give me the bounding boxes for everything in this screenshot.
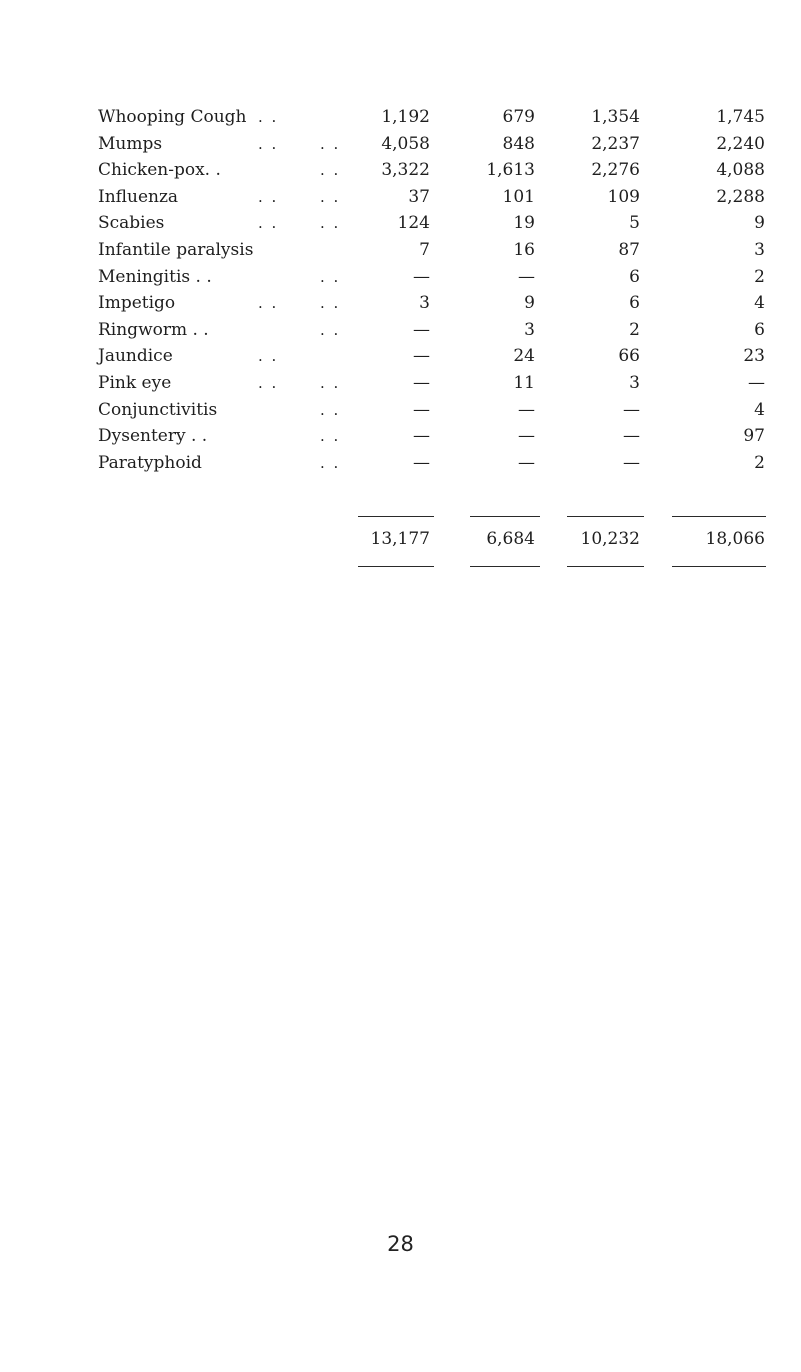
table-row xyxy=(0,370,801,396)
value-col-1: 3 xyxy=(419,293,430,314)
value-col-4: 2,288 xyxy=(716,186,765,207)
value-col-4: — xyxy=(748,373,765,393)
rule-above-total-col-4 xyxy=(672,516,766,517)
disease-name: Influenza xyxy=(98,186,179,207)
value-col-1: — xyxy=(413,399,430,420)
value-col-3: — xyxy=(623,426,640,447)
value-col-1: — xyxy=(413,346,430,367)
value-col-1: — xyxy=(413,266,430,287)
value-col-1: 3,322 xyxy=(381,160,430,181)
value-col-2: 3 xyxy=(524,319,535,340)
table-row xyxy=(0,157,801,183)
value-col-1: — xyxy=(413,319,430,340)
value-col-2: — xyxy=(518,452,535,473)
value-col-4: 2,240 xyxy=(716,133,765,154)
leader-dots: . . xyxy=(320,187,341,206)
value-col-2: 19 xyxy=(513,213,535,234)
value-col-2: 679 xyxy=(502,107,535,127)
value-col-4: 1,745 xyxy=(716,107,765,127)
value-col-3: 5 xyxy=(629,213,640,234)
leader-dots: . . xyxy=(320,294,341,313)
value-col-2: 1,613 xyxy=(486,160,535,181)
leader-dots: . . xyxy=(258,214,279,233)
total-col-2: 6,684 xyxy=(486,529,535,549)
value-col-3: 87 xyxy=(618,240,640,260)
value-col-2: 101 xyxy=(502,186,535,207)
rule-below-total-col-1 xyxy=(358,566,434,567)
rule-below-total-col-2 xyxy=(470,566,540,567)
disease-name: Whooping Cough xyxy=(98,107,247,127)
total-col-4: 18,066 xyxy=(705,529,765,549)
disease-name: Scabies xyxy=(98,213,165,234)
table-row xyxy=(0,423,801,449)
total-col-1: 13,177 xyxy=(370,529,430,549)
value-col-2: 24 xyxy=(513,346,535,367)
table-row xyxy=(0,290,801,316)
leader-dots: . . xyxy=(320,214,341,233)
value-col-4: 6 xyxy=(754,319,765,340)
value-col-3: 2,276 xyxy=(591,160,640,181)
value-col-3: 6 xyxy=(629,266,640,287)
leader-dots: . . xyxy=(320,320,341,339)
value-col-1: — xyxy=(413,452,430,473)
leader-dots: . . xyxy=(258,134,279,153)
value-col-4: 4 xyxy=(754,399,765,420)
value-col-4: 3 xyxy=(754,240,765,260)
value-col-2: 16 xyxy=(513,240,535,260)
value-col-4: 4 xyxy=(754,293,765,314)
value-col-3: 109 xyxy=(607,186,640,207)
table-row xyxy=(0,397,801,423)
table-row xyxy=(0,131,801,157)
value-col-3: 66 xyxy=(618,346,640,367)
page-number: 28 xyxy=(387,1232,414,1256)
disease-name: Impetigo xyxy=(98,293,176,314)
disease-name: Paratyphoid xyxy=(98,452,202,473)
disease-name: Infantile paralysis xyxy=(98,240,254,260)
rule-above-total-col-1 xyxy=(358,516,434,517)
value-col-2: 9 xyxy=(524,293,535,314)
leader-dots: . . xyxy=(258,294,279,313)
value-col-2: 11 xyxy=(513,373,535,393)
rule-below-total-col-3 xyxy=(567,566,644,567)
value-col-2: — xyxy=(518,426,535,447)
value-col-3: 1,354 xyxy=(591,107,640,127)
disease-name: Dysentery . . xyxy=(98,426,208,447)
disease-name: Chicken-pox. . xyxy=(98,160,221,181)
table-row xyxy=(0,317,801,343)
value-col-4: 2 xyxy=(754,266,765,287)
value-col-1: 124 xyxy=(397,213,430,234)
value-col-3: 3 xyxy=(629,373,640,393)
leader-dots: . . xyxy=(320,374,341,392)
value-col-2: — xyxy=(518,399,535,420)
disease-name: Jaundice xyxy=(98,346,173,367)
value-col-4: 9 xyxy=(754,213,765,234)
leader-dots: . . xyxy=(320,267,341,286)
leader-dots: . . xyxy=(258,347,279,366)
table-row xyxy=(0,264,801,290)
leader-dots: . . xyxy=(320,400,341,419)
value-col-4: 2 xyxy=(754,452,765,473)
table-row xyxy=(0,184,801,210)
value-col-2: — xyxy=(518,266,535,287)
rule-below-total-col-4 xyxy=(672,566,766,567)
rule-above-total-col-3 xyxy=(567,516,644,517)
disease-name: Pink eye xyxy=(98,373,172,393)
disease-name: Meningitis . . xyxy=(98,266,212,287)
table-row xyxy=(0,210,801,236)
value-col-4: 97 xyxy=(743,426,765,447)
table-row xyxy=(0,343,801,369)
leader-dots: . . xyxy=(258,374,279,392)
value-col-4: 23 xyxy=(743,346,765,367)
value-col-1: 37 xyxy=(408,186,430,207)
leader-dots: . . xyxy=(320,161,341,180)
disease-name: Conjunctivitis xyxy=(98,399,218,420)
rule-above-total-col-2 xyxy=(470,516,540,517)
value-col-3: 2 xyxy=(629,319,640,340)
table-row xyxy=(0,104,801,130)
leader-dots: . . xyxy=(258,187,279,206)
table-row xyxy=(0,450,801,476)
leader-dots: . . xyxy=(320,453,341,472)
value-col-1: 1,192 xyxy=(381,107,430,127)
value-col-2: 848 xyxy=(502,133,535,154)
value-col-3: — xyxy=(623,452,640,473)
value-col-4: 4,088 xyxy=(716,160,765,181)
value-col-1: — xyxy=(413,373,430,393)
value-col-1: 4,058 xyxy=(381,133,430,154)
leader-dots: . . xyxy=(320,427,341,446)
value-col-1: — xyxy=(413,426,430,447)
value-col-3: 2,237 xyxy=(591,133,640,154)
disease-name: Mumps xyxy=(98,133,163,154)
table-row xyxy=(0,237,801,263)
totals-row xyxy=(0,525,801,553)
leader-dots: . . xyxy=(320,134,341,153)
disease-name: Ringworm . . xyxy=(98,319,209,340)
leader-dots: . . xyxy=(258,108,279,126)
value-col-3: 6 xyxy=(629,293,640,314)
total-col-3: 10,232 xyxy=(580,529,640,549)
value-col-1: 7 xyxy=(419,240,430,260)
value-col-3: — xyxy=(623,399,640,420)
